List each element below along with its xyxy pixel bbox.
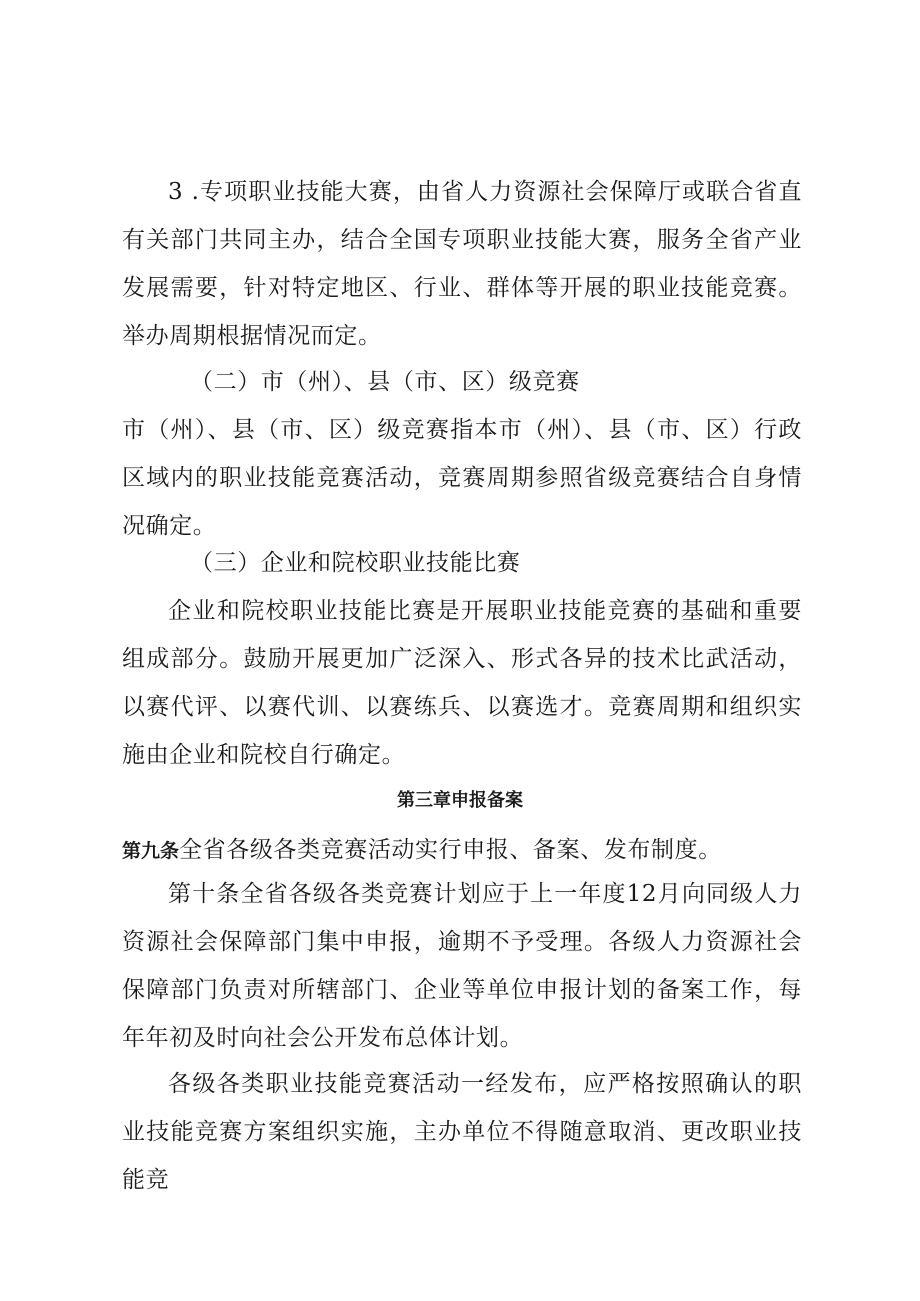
paragraph-enterprise-school: 企业和院校职业技能比赛是开展职业技能竞赛的基础和重要组成部分。鼓励开展更加广泛深入、形式各异的技术比武活动，以赛代评、以赛代训、以赛练兵、以赛选才。竞赛周期和组织实施由企业和院校自行确定。 (122, 598, 802, 768)
article-9-text: 全省各级各类竞赛活动实行申报、备案、发布制度。 (179, 837, 722, 863)
section-heading-city-county: （二）市（州）、县（市、区）级竞赛 (190, 369, 580, 395)
article-9-label: 第九条 (122, 840, 180, 862)
section-heading-enterprise-school: （三）企业和院校职业技能比赛 (190, 550, 521, 576)
article-10: 第十条全省各级各类竞赛计划应于上一年度12月向同级人力资源社会保障部门集中申报，逾期不予受理。各级人力资源社会保障部门负责对所辖部门、企业等单位申报计划的备案工作，每年年初及时向社会公开发布总体计划。 (122, 881, 802, 1051)
article-9 (122, 826, 802, 875)
chapter-title: 第三章申报备案 (397, 790, 523, 811)
paragraph-city-county: 市（州）、县（市、区）级竞赛指本市（州）、县（市、区）行政区域内的职业技能竞赛活动，竞赛周期参照省级竞赛结合自身情况确定。 (122, 417, 802, 539)
article-10-continuation: 各级各类职业技能竞赛活动一经发布，应严格按照确认的职业技能竞赛方案组织实施，主办单位不得随意取消、更改职业技能竞 (122, 1071, 802, 1193)
paragraph-special-competition: 3 .专项职业技能大赛，由省人力资源社会保障厅或联合省直有关部门共同主办，结合全国专项职业技能大赛，服务全省产业发展需要，针对特定地区、行业、群体等开展的职业技能竞赛。举办周期根据情况而定。 (122, 179, 802, 349)
